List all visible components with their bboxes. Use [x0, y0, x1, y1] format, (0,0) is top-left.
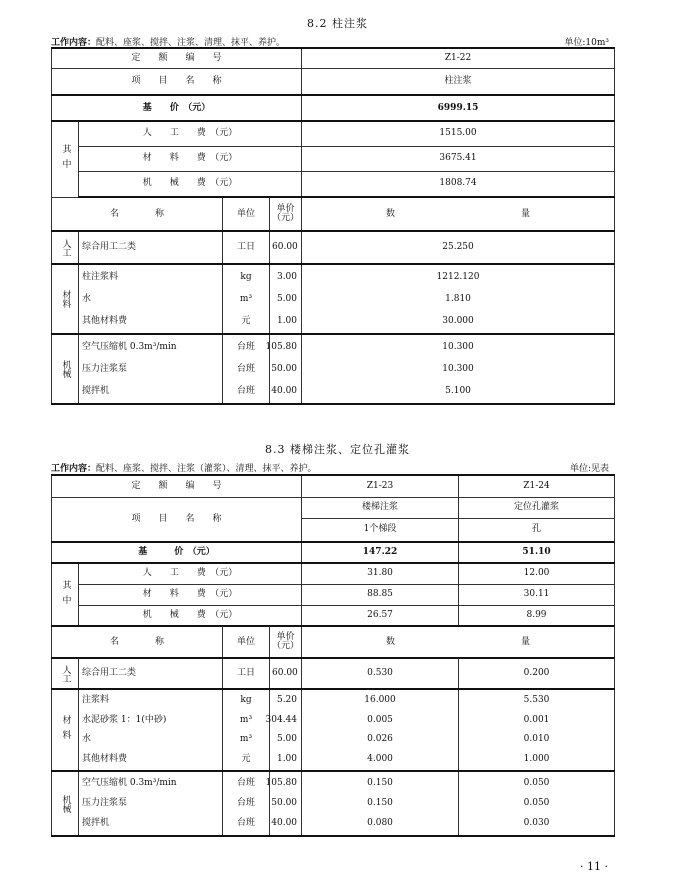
qizhong-label: 其中	[52, 563, 79, 626]
base-price: 6999.15	[302, 95, 615, 121]
row-name: 柱注浆料	[82, 271, 119, 282]
row-unit: 台班	[236, 363, 255, 374]
cost-material-value: 3675.41	[302, 146, 615, 171]
row-price: 50.00	[271, 363, 298, 374]
row-name: 搅拌机	[82, 818, 110, 829]
row-name: 注浆料	[82, 695, 110, 706]
row-qty: 5.100	[445, 385, 471, 396]
quota-no: Z1-22	[302, 48, 615, 68]
row-price: 1.00	[276, 315, 298, 326]
row-price: 5.00	[276, 293, 298, 304]
cost-labor-label: 人 工 费 （元）	[79, 563, 302, 584]
row-name: 压力注浆泵	[82, 797, 128, 808]
cost-machine-label: 机 械 费 （元）	[79, 171, 302, 197]
col-head-unit: 单位	[223, 626, 270, 658]
base-price-label: 基 价 （元）	[52, 542, 302, 563]
row-name: 搅拌机	[82, 385, 110, 396]
row-unit: m³	[239, 734, 253, 745]
row-qty: 0.530	[302, 658, 459, 689]
row-name: 综合用工二类	[79, 658, 223, 689]
cost-material-value: 88.85	[302, 584, 459, 605]
cat-material: 材料	[52, 689, 79, 771]
cat-labor: 人工	[52, 658, 79, 689]
row-price: 5.20	[276, 695, 298, 706]
row-price: 1.00	[276, 753, 298, 764]
row-unit: kg	[240, 271, 252, 282]
row-name: 水泥砂浆 1：1(中砂)	[82, 714, 167, 725]
row-price: 50.00	[271, 797, 298, 808]
cost-labor-value: 12.00	[459, 563, 615, 584]
cost-labor-value: 1515.00	[302, 121, 615, 146]
qizhong-label: 其中	[52, 121, 79, 197]
section2-unit: 单位:见表	[569, 464, 609, 474]
row-name: 空气压缩机 0.3m³/min	[82, 341, 177, 352]
quota-no-label: 定 额 编 号	[52, 48, 302, 68]
row-unit: 工日	[223, 231, 270, 264]
row-qty: 16.000	[364, 695, 396, 706]
row-qty: 0.050	[523, 777, 550, 788]
col-head-name: 名 称	[52, 626, 223, 658]
cost-machine-value: 8.99	[459, 605, 615, 626]
row-qty: 5.530	[523, 695, 550, 706]
item-name: 柱注浆	[302, 68, 615, 95]
row-unit: 元	[241, 753, 251, 764]
cat-labor: 人工	[52, 231, 79, 264]
row-qty: 1212.120	[436, 271, 480, 282]
base-price: 147.22	[302, 542, 459, 563]
cat-machine: 机械	[52, 771, 79, 836]
base-price: 51.10	[459, 542, 615, 563]
item-unit: 孔	[459, 518, 615, 542]
row-price: 105.80	[265, 777, 298, 788]
item-name: 定位孔灌浆	[459, 497, 615, 518]
row-qty: 0.001	[523, 714, 550, 725]
row-unit: 台班	[236, 818, 255, 829]
page-number: · 11 ·	[580, 860, 608, 873]
row-qty: 0.200	[459, 658, 615, 689]
row-price: 40.00	[271, 818, 298, 829]
cat-material: 材料	[52, 264, 79, 334]
row-qty: 10.300	[442, 341, 474, 352]
section2-work-content: 工作内容：配料、座浆、搅拌、注浆（灌浆）、清理、抹平、养护。	[51, 464, 317, 474]
row-unit: 工日	[223, 658, 270, 689]
row-price: 60.00	[270, 231, 302, 264]
col-head-unit: 单位	[223, 197, 270, 231]
row-unit: 台班	[236, 797, 255, 808]
row-price: 304.44	[265, 714, 298, 725]
row-name: 水	[82, 293, 92, 304]
col-head-price: 单价（元）	[270, 626, 302, 658]
row-qty: 0.030	[523, 818, 550, 829]
quota-table-1	[51, 47, 615, 405]
row-unit: 台班	[236, 385, 255, 396]
row-qty: 0.080	[367, 818, 393, 829]
row-qty: 0.150	[367, 777, 393, 788]
row-qty: 30.000	[442, 315, 474, 326]
base-price-label: 基 价 （元）	[52, 95, 302, 121]
row-name: 综合用工二类	[79, 231, 223, 264]
row-qty: 0.150	[367, 797, 393, 808]
col-head-qty: 数 量	[302, 626, 615, 658]
item-unit: 1个梯段	[302, 518, 459, 542]
quota-no-label: 定 额 编 号	[52, 475, 302, 497]
item-name-label: 项 目 名 称	[52, 497, 302, 542]
row-name: 水	[82, 734, 92, 745]
item-name: 楼梯注浆	[302, 497, 459, 518]
row-qty: 0.050	[523, 797, 550, 808]
row-qty: 1.000	[523, 753, 550, 764]
item-name-label: 项 目 名 称	[52, 68, 302, 95]
row-qty: 0.026	[367, 734, 393, 745]
cost-material-label: 材 料 费 （元）	[79, 146, 302, 171]
row-unit: 元	[241, 315, 251, 326]
row-price: 105.80	[265, 341, 298, 352]
quota-no: Z1-23	[302, 475, 459, 497]
row-price: 60.00	[270, 658, 302, 689]
section1-title: 8.2 柱注浆	[307, 17, 368, 30]
row-qty: 4.000	[367, 753, 393, 764]
row-unit: kg	[240, 695, 252, 706]
cost-machine-value: 1808.74	[302, 171, 615, 197]
row-unit: m³	[239, 293, 253, 304]
section1-work-content: 工作内容：配料、座浆、搅拌、注浆、清理、抹平、养护。	[51, 38, 286, 48]
cost-machine-label: 机 械 费 （元）	[79, 605, 302, 626]
col-head-name: 名 称	[52, 197, 223, 231]
row-name: 其他材料费	[82, 315, 128, 326]
col-head-price: 单价（元）	[270, 197, 302, 231]
col-head-qty: 数 量	[302, 197, 615, 231]
row-unit: 台班	[236, 777, 255, 788]
row-name: 空气压缩机 0.3m³/min	[82, 777, 177, 788]
row-qty: 0.005	[367, 714, 393, 725]
row-price: 40.00	[271, 385, 298, 396]
row-unit: m³	[239, 714, 253, 725]
row-qty: 0.010	[523, 734, 550, 745]
cat-machine: 机械	[52, 334, 79, 404]
row-name: 压力注浆泵	[82, 363, 128, 374]
row-qty: 25.250	[302, 231, 615, 264]
row-price: 3.00	[276, 271, 298, 282]
row-price: 5.00	[276, 734, 298, 745]
cost-labor-value: 31.80	[302, 563, 459, 584]
cost-material-label: 材 料 费 （元）	[79, 584, 302, 605]
cost-machine-value: 26.57	[302, 605, 459, 626]
quota-table-2	[51, 474, 615, 837]
row-qty: 1.810	[445, 293, 471, 304]
row-qty: 10.300	[442, 363, 474, 374]
cost-labor-label: 人 工 费 （元）	[79, 121, 302, 146]
section1-unit: 单位:10m³	[564, 38, 609, 48]
quota-no: Z1-24	[459, 475, 615, 497]
section2-title: 8.3 楼梯注浆、定位孔灌浆	[265, 443, 410, 456]
row-name: 其他材料费	[82, 753, 128, 764]
cost-material-value: 30.11	[459, 584, 615, 605]
row-unit: 台班	[236, 341, 255, 352]
